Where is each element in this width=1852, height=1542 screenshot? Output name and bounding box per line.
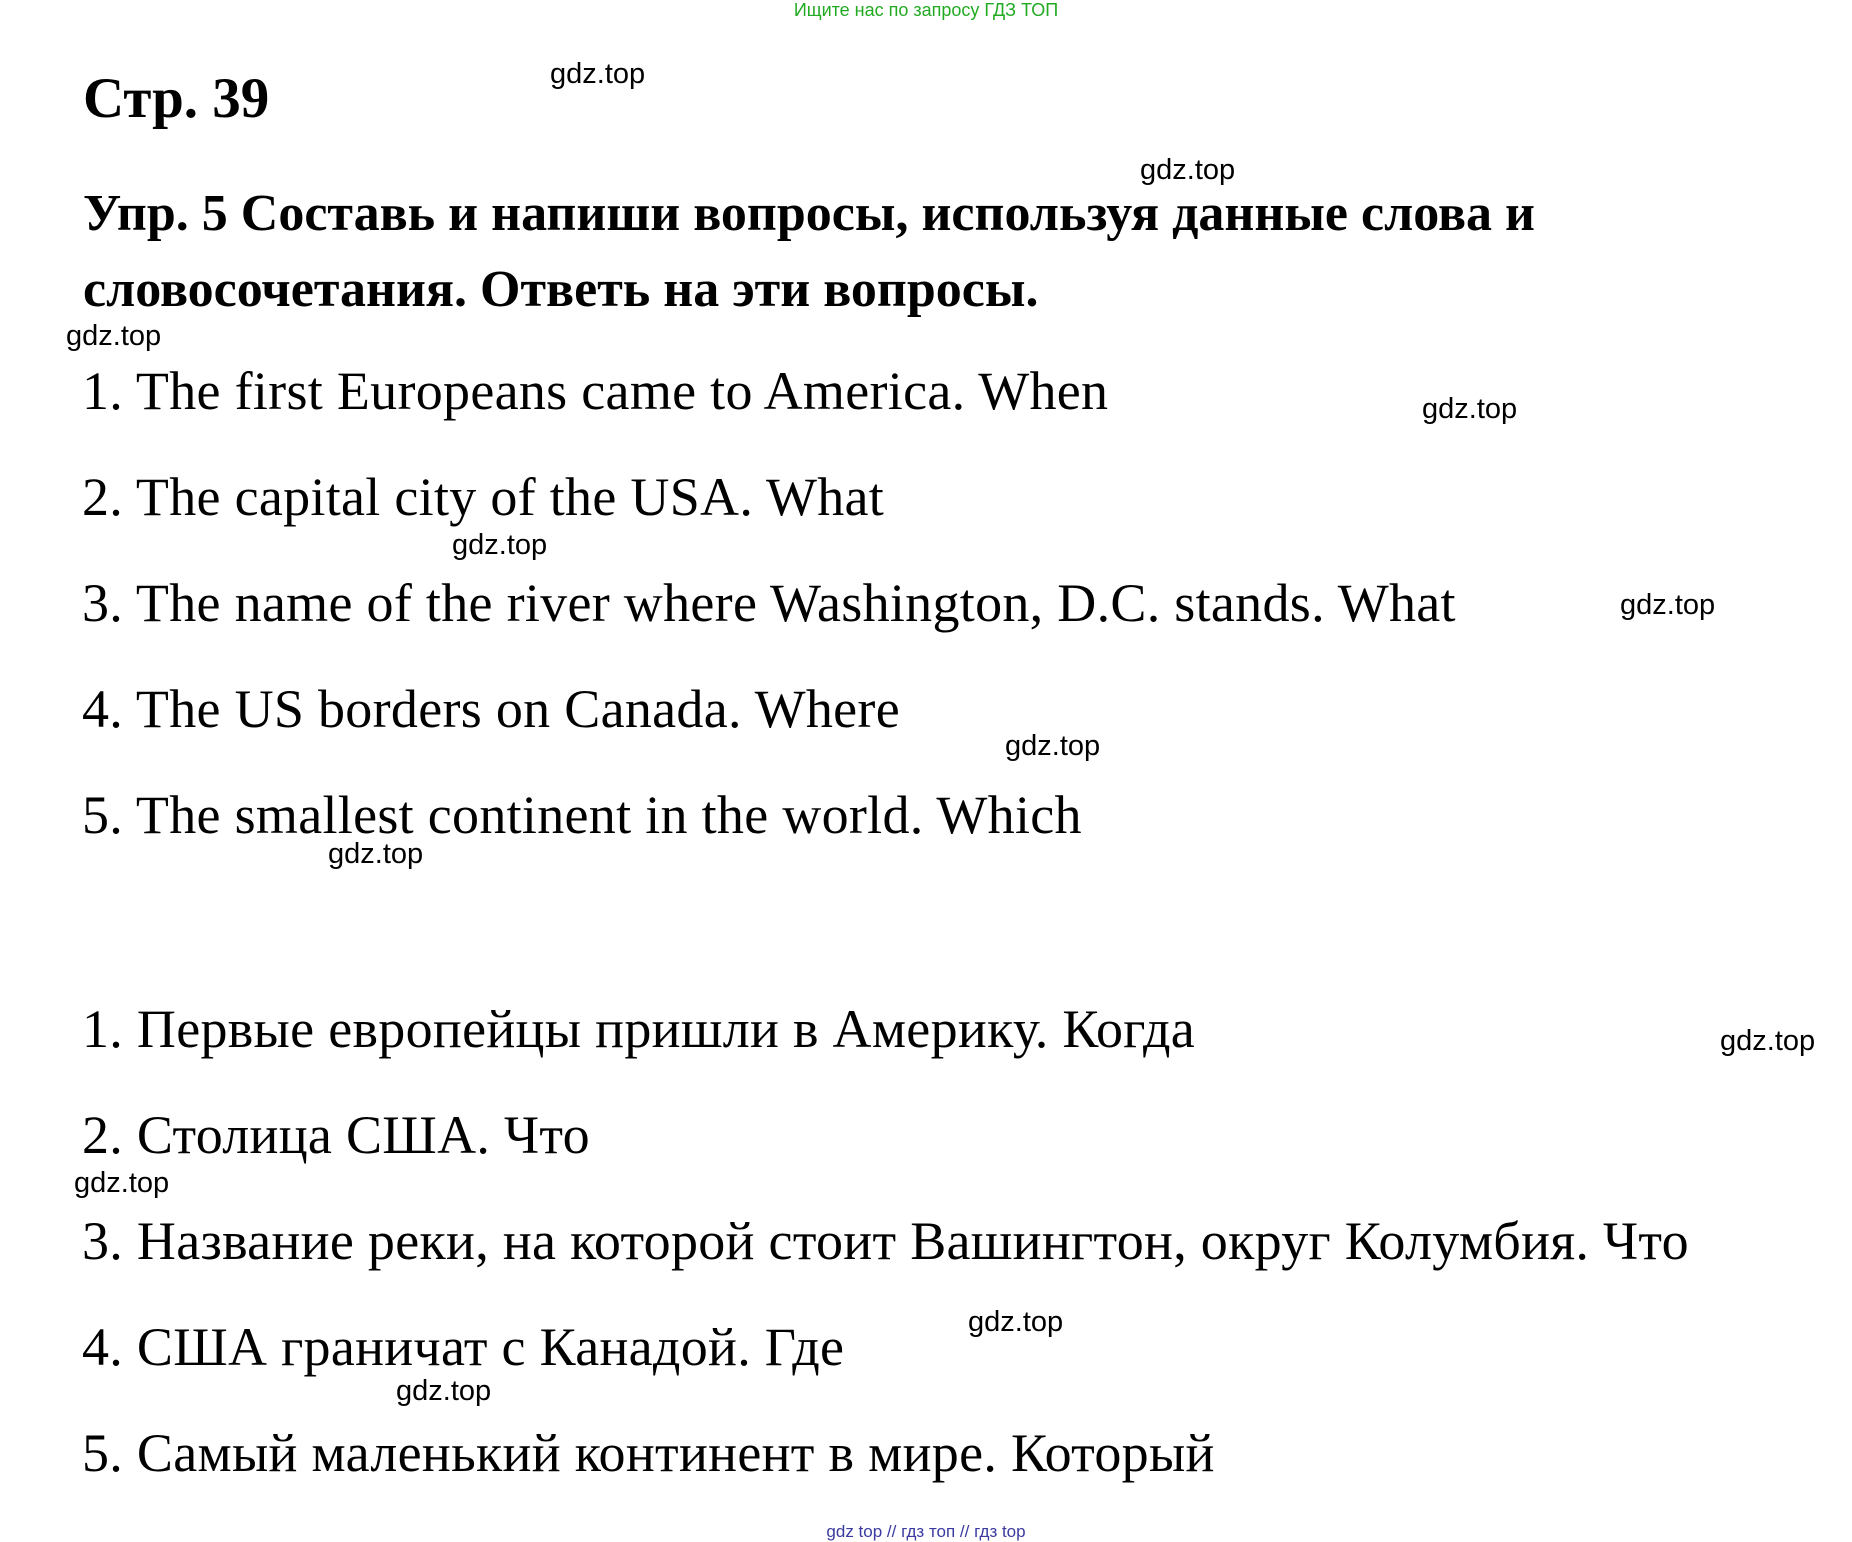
- page-title: Стр. 39: [83, 67, 270, 130]
- english-item-5: 5. The smallest continent in the world. Which: [82, 785, 1082, 845]
- watermark: gdz.top: [1720, 1025, 1816, 1057]
- watermark: gdz.top: [968, 1306, 1064, 1338]
- task-heading: Упр. 5 Составь и напиши вопросы, используя данные слова и словосочетания. Ответь на эти вопросы.: [83, 185, 1536, 318]
- watermark: gdz.top: [1422, 393, 1518, 425]
- russian-item-5: 5. Самый маленький континент в мире. Который: [82, 1423, 1215, 1483]
- top-banner: Ищите нас по запросу ГДЗ ТОП: [793, 0, 1059, 20]
- english-item-1: 1. The first Europeans came to America. When: [82, 361, 1109, 421]
- watermark: gdz.top: [550, 58, 646, 90]
- russian-item-2: 2. Столица США. Что: [82, 1105, 590, 1165]
- watermark: gdz.top: [452, 529, 548, 561]
- watermark: gdz.top: [66, 320, 162, 352]
- footer-links: gdz top // гдз топ // гдз top: [826, 1522, 1026, 1541]
- english-item-3: 3. The name of the river where Washington, D.C. stands. What: [82, 573, 1456, 633]
- russian-item-4: 4. США граничат с Канадой. Где: [82, 1317, 845, 1377]
- english-item-4: 4. The US borders on Canada. Where: [82, 679, 900, 739]
- watermark: gdz.top: [74, 1167, 170, 1199]
- watermark: gdz.top: [1005, 730, 1101, 762]
- english-item-2: 2. The capital city of the USA. What: [82, 467, 885, 527]
- watermark: gdz.top: [1620, 589, 1716, 621]
- russian-item-1: 1. Первые европейцы пришли в Америку. Когда: [82, 999, 1196, 1059]
- watermark: gdz.top: [1140, 154, 1236, 186]
- russian-item-3: 3. Название реки, на которой стоит Вашингтон, округ Колумбия. Что: [82, 1211, 1689, 1271]
- watermark: gdz.top: [328, 838, 424, 870]
- watermark: gdz.top: [396, 1375, 492, 1407]
